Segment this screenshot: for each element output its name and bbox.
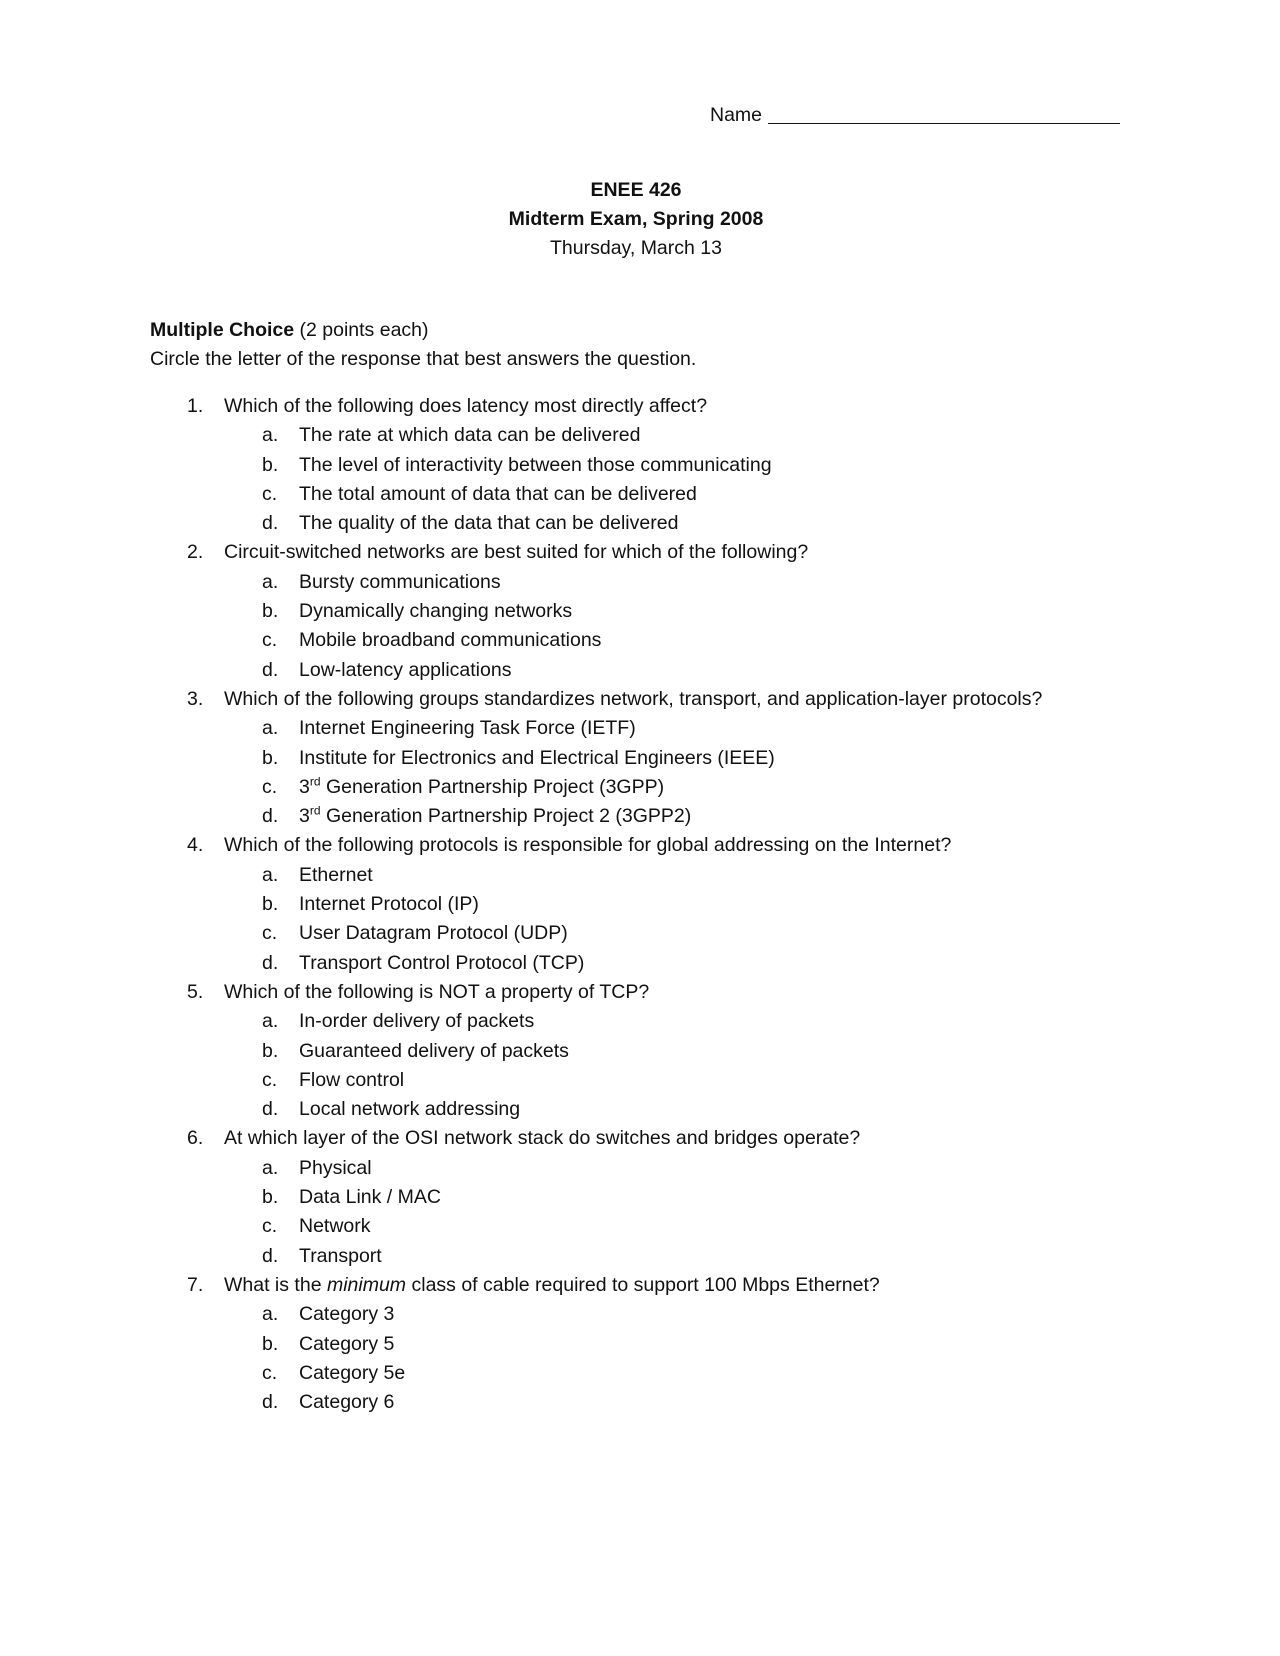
course-title: ENEE 426 [590,179,682,201]
answer-option[interactable] [0,1300,1100,1329]
option-letter[interactable]: b. [262,600,279,623]
question-text-emphasis: minimum [326,1273,407,1296]
answer-option[interactable] [0,597,1100,626]
option-text: Ethernet [299,863,373,886]
name-label: Name [710,104,763,126]
option-text: The level of interactivity between those communicating [299,453,772,476]
option-text [299,802,691,831]
answer-option[interactable] [0,1095,1100,1124]
option-text-rest: Generation Partnership Project (3GPP) [320,775,665,798]
option-text: In-order delivery of packets [299,1010,535,1033]
answer-option[interactable] [0,1183,1100,1212]
option-letter[interactable]: a. [262,863,279,886]
option-text [299,773,664,802]
option-letter[interactable]: d. [262,658,279,681]
option-text: Transport [299,1244,382,1267]
answer-option[interactable] [0,451,1100,480]
option-letter[interactable]: d. [262,951,279,974]
answer-option[interactable] [0,480,1100,509]
option-text-rest: Generation Partnership Project 2 (3GPP2) [320,805,692,828]
answer-option[interactable] [0,1242,1100,1271]
answer-option[interactable] [0,1212,1100,1241]
option-letter[interactable]: c. [262,482,278,505]
question-text-part: What is the [224,1273,327,1296]
question-text: Circuit-switched networks are best suited for which of the following? [224,541,809,564]
option-text: Data Link / MAC [299,1186,441,1209]
question-number: 1. [187,395,204,417]
answer-option[interactable] [0,1007,1100,1036]
question-3 [0,685,1100,714]
answer-option[interactable] [0,802,1100,831]
section-instructions [150,316,696,374]
option-letter[interactable]: d. [262,1098,279,1121]
answer-option[interactable] [0,1066,1100,1095]
answer-option[interactable] [0,949,1100,978]
option-text: Internet Engineering Task Force (IETF) [299,717,636,740]
answer-option[interactable] [0,626,1100,655]
option-text: Mobile broadband communications [299,629,602,652]
question-text [224,1271,880,1300]
option-letter[interactable]: a. [262,570,279,593]
answer-option[interactable] [0,919,1100,948]
option-text: Category 3 [299,1303,395,1326]
option-text: The total amount of data that can be delivered [299,482,697,505]
option-text: User Datagram Protocol (UDP) [299,922,568,945]
question-text: Which of the following does latency most directly affect? [224,395,708,417]
answer-option[interactable] [0,1330,1100,1359]
exam-date: Thursday, March 13 [550,237,722,259]
answer-option[interactable] [0,744,1100,773]
option-letter[interactable]: b. [262,746,279,769]
option-ordinal-suffix: rd [309,803,321,818]
exam-header [0,176,1272,263]
option-letter[interactable]: a. [262,1156,279,1179]
option-text: Institute for Electronics and Electrical Engineers (IEEE) [299,746,775,769]
answer-option[interactable] [0,773,1100,802]
answer-option[interactable] [0,421,1100,450]
question-text-part: class of cable required to support 100 Mbps Ethernet? [406,1273,880,1296]
option-letter[interactable]: a. [262,1010,279,1033]
question-7 [0,1271,1100,1300]
name-field-line [710,104,1130,127]
option-letter[interactable]: b. [262,1332,279,1355]
option-text: Dynamically changing networks [299,600,573,623]
answer-option[interactable] [0,1359,1100,1388]
option-ordinal-number: 3 [299,805,310,828]
option-text: Low-latency applications [299,658,512,681]
question-number: 2. [187,541,204,564]
option-text: Network [299,1215,371,1238]
answer-option[interactable] [0,890,1100,919]
question-number: 6. [187,1127,204,1150]
instruction-text: Circle the letter of the response that best answers the question. [150,348,697,370]
option-text: Guaranteed delivery of packets [299,1039,569,1062]
question-text: Which of the following is NOT a property of TCP? [224,980,650,1003]
option-letter[interactable]: a. [262,1303,279,1326]
question-number: 3. [187,687,204,710]
section-title: Multiple Choice [150,319,295,341]
option-text: Category 6 [299,1391,395,1414]
answer-option[interactable] [0,568,1100,597]
option-letter[interactable]: c. [262,629,278,652]
option-letter[interactable]: c. [262,1068,278,1091]
option-text: The quality of the data that can be delivered [299,512,679,535]
question-text: Which of the following groups standardizes network, transport, and application-layer protocols? [224,687,1043,710]
option-letter[interactable]: c. [262,1361,278,1384]
option-ordinal-suffix: rd [309,774,321,789]
option-letter[interactable]: c. [262,775,278,798]
question-4 [0,831,1100,860]
option-letter[interactable]: d. [262,1391,279,1414]
option-text: Physical [299,1156,372,1179]
answer-option[interactable] [0,509,1100,538]
question-number: 7. [187,1273,204,1296]
option-text: Category 5 [299,1332,395,1355]
section-points: (2 points each) [299,319,429,341]
option-letter[interactable]: b. [262,893,279,916]
option-text: Bursty communications [299,570,501,593]
option-text: Flow control [299,1068,405,1091]
option-letter[interactable]: d. [262,805,279,828]
question-1 [0,392,1100,421]
exam-title: Midterm Exam, Spring 2008 [508,208,764,230]
option-letter[interactable]: d. [262,1244,279,1267]
answer-option[interactable] [0,861,1100,890]
option-text: Transport Control Protocol (TCP) [299,951,585,974]
question-number: 4. [187,834,204,857]
question-6 [0,1124,1100,1153]
answer-option[interactable] [0,1154,1100,1183]
question-text: Which of the following protocols is responsible for global addressing on the Internet? [224,834,952,857]
option-letter[interactable]: d. [262,512,279,535]
name-blank [768,123,1120,124]
option-letter[interactable]: b. [262,1039,279,1062]
option-letter[interactable]: b. [262,1186,279,1209]
question-5 [0,978,1100,1007]
answer-option[interactable] [0,1388,1100,1417]
section-heading [150,316,696,345]
option-letter[interactable]: a. [262,717,279,740]
option-letter[interactable]: c. [262,1215,278,1238]
question-number: 5. [187,980,204,1003]
question-2 [0,538,1100,567]
answer-option[interactable] [0,714,1100,743]
question-text: At which layer of the OSI network stack do switches and bridges operate? [224,1127,861,1150]
answer-option[interactable] [0,656,1100,685]
option-letter[interactable]: b. [262,453,279,476]
option-text: Internet Protocol (IP) [299,893,479,916]
option-text: Category 5e [299,1361,406,1384]
option-text: The rate at which data can be delivered [299,424,641,447]
option-ordinal-number: 3 [299,775,310,798]
option-letter[interactable]: a. [262,424,279,447]
question-list [0,392,1100,1417]
answer-option[interactable] [0,1037,1100,1066]
option-text: Local network addressing [299,1098,521,1121]
option-letter[interactable]: c. [262,922,278,945]
